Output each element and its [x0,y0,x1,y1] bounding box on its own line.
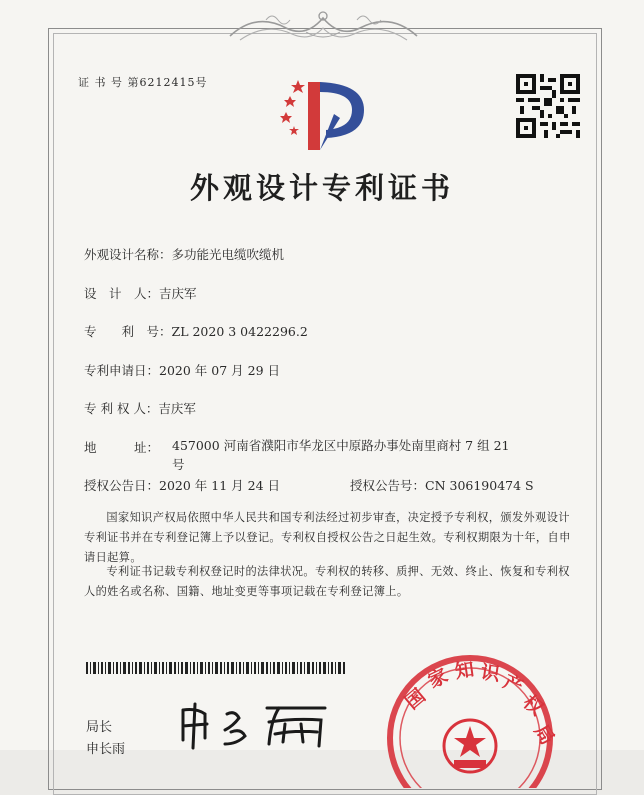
grant-date-label: 授权公告日： [84,478,160,493]
svg-text:知: 知 [453,658,476,683]
grant-date-row [84,476,280,494]
design-name-value: 多功能光电缆吹缆机 [171,247,285,262]
cnipa-logo-icon [278,74,374,152]
grant-pub-no-label: 授权公告号： [350,478,426,493]
address-value: 457000 河南省濮阳市华龙区中原路办事处南里商村 7 组 21 号 [172,438,510,472]
svg-text:权: 权 [518,690,548,721]
patentee-label: 专 利 权 人： [84,401,159,416]
filing-date-row [84,361,280,379]
body-paragraph-1: 国家知识产权局依照中华人民共和国专利法经过初步审查，决定授予专利权，颁发外观设计专利证书并在专利登记簿上予以登记。专利权自授权公告之日起生效。专利权期限为十年，自申请日起算。 [84,511,571,564]
grant-date-value: 2020 年 11 月 24 日 [159,478,281,493]
designer-label: 设 计 人： [84,286,160,301]
director-title-label: 局长 [86,720,113,735]
grant-pub-no-value: CN 306190474 S [425,478,534,493]
patent-no-value: ZL 2020 3 0422296.2 [171,324,308,339]
address-row [84,438,159,456]
top-ornament-icon [226,6,421,46]
certificate-number: 证 书 号 第6212415号 [78,76,208,89]
barcode-icon [86,662,346,674]
qr-code-icon [516,74,580,138]
svg-text:家: 家 [424,664,452,693]
address-label: 地 址： [84,440,160,455]
official-seal-icon [380,648,560,788]
certificate-title: 外观设计专利证书 [189,171,454,205]
svg-text:国: 国 [401,684,430,714]
grant-pub-no-row [350,476,534,494]
patentee-value: 吉庆军 [158,401,196,416]
patent-no-label: 专 利 号： [84,324,172,339]
filing-date-value: 2020 年 07 月 29 日 [159,363,281,378]
patentee-row [84,399,196,417]
svg-text:识: 识 [479,661,502,686]
svg-text:局: 局 [529,720,559,749]
designer-value: 吉庆军 [159,286,197,301]
design-name-label: 外观设计名称： [84,247,172,262]
designer-row [84,284,197,302]
patent-no-row [84,322,308,340]
body-paragraph-2: 专利证书记载专利权登记时的法律状况。专利权的转移、质押、无效、终止、恢复和专利权人的姓名或名称、国籍、地址变更等事项记载在专利登记簿上。 [84,565,570,598]
svg-text:产: 产 [499,670,527,699]
filing-date-label: 专利申请日： [84,363,160,378]
handwritten-signature-icon [175,700,335,750]
director-name-label: 申长雨 [86,742,126,757]
design-name-row [84,245,284,263]
